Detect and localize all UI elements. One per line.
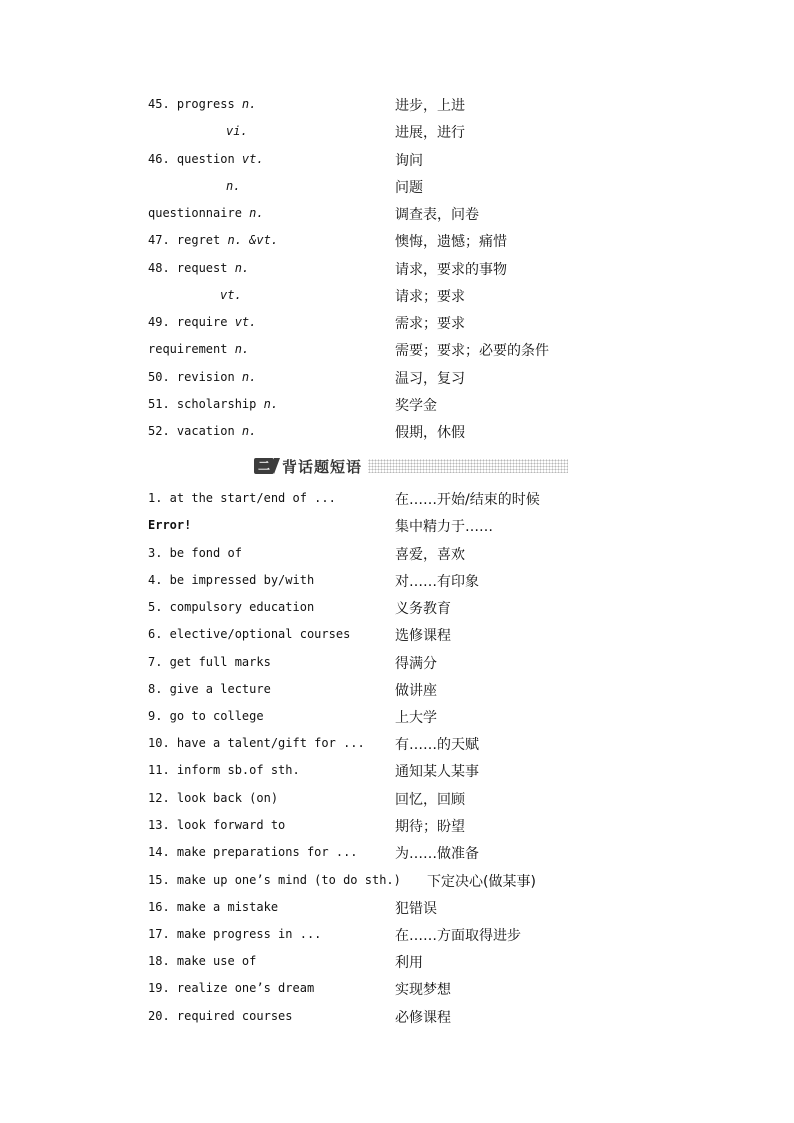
phrase-meaning: 有……的天赋 xyxy=(395,737,479,753)
phrase-meaning: 利用 xyxy=(395,955,423,971)
vocab-meaning: 请求；要求 xyxy=(395,289,465,305)
vocab-word: 49. require vt. xyxy=(148,315,257,329)
phrase-english: 20. required courses xyxy=(148,1009,293,1023)
vocab-word: requirement n. xyxy=(148,342,250,356)
vocab-row xyxy=(148,122,708,144)
phrase-english: 1. at the start/end of ... xyxy=(148,491,336,505)
vocab-meaning: 问题 xyxy=(395,180,423,196)
vocab-meaning: 进步，上进 xyxy=(395,98,465,114)
phrase-row xyxy=(148,789,708,811)
phrase-english: 17. make progress in ... xyxy=(148,927,322,941)
phrase-english: 11. inform sb.of sth. xyxy=(148,763,300,777)
phrase-english: 14. make preparations for ... xyxy=(148,845,358,859)
vocab-meaning: 奖学金 xyxy=(395,398,437,414)
vocab-meaning: 需要；要求；必要的条件 xyxy=(395,343,549,359)
vocab-word: 51. scholarship n. xyxy=(148,397,279,411)
vocab-row xyxy=(148,177,708,199)
vocab-row xyxy=(148,286,708,308)
phrase-meaning: 必修课程 xyxy=(395,1010,451,1026)
phrase-english: 13. look forward to xyxy=(148,818,286,832)
phrase-english: 5. compulsory education xyxy=(148,600,315,614)
vocab-word: n. xyxy=(226,179,241,193)
phrase-row xyxy=(148,898,708,920)
phrase-row xyxy=(148,598,708,620)
phrase-meaning: 对……有印象 xyxy=(395,574,479,590)
phrase-english: 6. elective/optional courses xyxy=(148,627,351,641)
phrase-meaning: 犯错误 xyxy=(395,901,437,917)
vocab-word: 46. question vt. xyxy=(148,152,264,166)
vocab-word: 52. vacation n. xyxy=(148,424,257,438)
phrase-english: 16. make a mistake xyxy=(148,900,279,914)
vocab-meaning: 调查表，问卷 xyxy=(395,207,479,223)
phrase-meaning: 义务教育 xyxy=(395,601,451,617)
phrase-meaning: 回忆，回顾 xyxy=(395,792,465,808)
phrase-meaning: 选修课程 xyxy=(395,628,451,644)
phrase-row xyxy=(148,843,708,865)
phrase-row xyxy=(148,653,708,675)
phrase-row xyxy=(148,1007,708,1029)
phrase-meaning: 做讲座 xyxy=(395,683,437,699)
phrase-row xyxy=(148,761,708,783)
vocab-word: 47. regret n. &vt. xyxy=(148,233,279,247)
vocab-row xyxy=(148,313,708,335)
phrase-meaning: 下定决心(做某事) xyxy=(427,874,536,890)
phrase-english: 15. make up one’s mind (to do sth.) xyxy=(148,873,401,887)
phrase-meaning: 得满分 xyxy=(395,656,437,672)
vocab-meaning: 请求，要求的事物 xyxy=(395,262,507,278)
vocab-word: vi. xyxy=(226,124,248,138)
phrase-row xyxy=(148,571,708,593)
vocab-meaning: 温习，复习 xyxy=(395,371,465,387)
phrase-english: 12. look back (on) xyxy=(148,791,279,805)
phrase-row xyxy=(148,544,708,566)
phrase-english: 4. be impressed by/with xyxy=(148,573,315,587)
phrase-english: 18. make use of xyxy=(148,954,257,968)
phrase-english: 9. go to college xyxy=(148,709,264,723)
phrase-english: Error! xyxy=(148,518,192,532)
phrase-meaning: 期待；盼望 xyxy=(395,819,465,835)
phrase-row xyxy=(148,489,708,511)
phrase-english: 19. realize one’s dream xyxy=(148,981,315,995)
phrase-row xyxy=(148,952,708,974)
phrase-meaning: 在……方面取得进步 xyxy=(395,928,521,944)
vocab-meaning: 询问 xyxy=(395,153,423,169)
phrase-english: 10. have a talent/gift for ... xyxy=(148,736,365,750)
vocab-row xyxy=(148,259,708,281)
phrase-meaning: 上大学 xyxy=(395,710,437,726)
phrase-meaning: 集中精力于…… xyxy=(395,519,493,535)
phrase-row xyxy=(148,871,708,893)
section-title: 背话题短语 xyxy=(282,458,363,476)
vocab-row xyxy=(148,422,708,444)
section-dotted-pattern xyxy=(368,459,568,473)
phrase-row xyxy=(148,979,708,1001)
phrase-meaning: 为……做准备 xyxy=(395,846,479,862)
vocab-row xyxy=(148,204,708,226)
section-heading xyxy=(254,456,568,476)
vocab-row xyxy=(148,150,708,172)
phrase-row xyxy=(148,625,708,647)
vocab-word: questionnaire n. xyxy=(148,206,264,220)
vocab-row xyxy=(148,340,708,362)
vocab-word: 45. progress n. xyxy=(148,97,257,111)
vocab-meaning: 懊悔，遗憾；痛惜 xyxy=(395,234,507,250)
section-number-badge: 二 xyxy=(254,458,274,474)
phrase-row xyxy=(148,680,708,702)
phrase-meaning: 喜爱，喜欢 xyxy=(395,547,465,563)
vocab-row xyxy=(148,395,708,417)
section-badge-slash xyxy=(274,458,280,474)
phrase-row xyxy=(148,707,708,729)
vocab-word: vt. xyxy=(220,288,242,302)
vocab-row xyxy=(148,231,708,253)
phrase-meaning: 在……开始/结束的时候 xyxy=(395,492,540,508)
phrase-english: 8. give a lecture xyxy=(148,682,271,696)
vocab-row xyxy=(148,95,708,117)
vocab-meaning: 假期，休假 xyxy=(395,425,465,441)
vocab-meaning: 需求；要求 xyxy=(395,316,465,332)
vocab-word: 50. revision n. xyxy=(148,370,257,384)
phrase-meaning: 通知某人某事 xyxy=(395,764,479,780)
phrase-row xyxy=(148,925,708,947)
vocab-row xyxy=(148,368,708,390)
vocab-meaning: 进展，进行 xyxy=(395,125,465,141)
phrase-row xyxy=(148,734,708,756)
phrase-row xyxy=(148,516,708,538)
phrase-meaning: 实现梦想 xyxy=(395,982,451,998)
phrase-english: 3. be fond of xyxy=(148,546,242,560)
phrase-row xyxy=(148,816,708,838)
phrase-english: 7. get full marks xyxy=(148,655,271,669)
vocab-word: 48. request n. xyxy=(148,261,250,275)
